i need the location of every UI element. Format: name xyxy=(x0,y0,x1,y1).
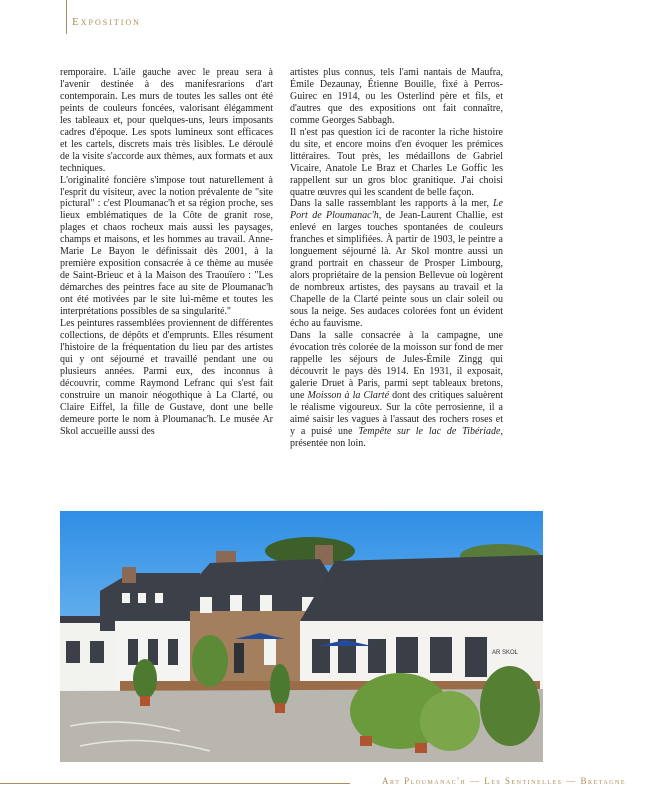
left-paragraph-1: remporaire. L'aile gauche avec le preau sera à l'avenir destinée à des manifesrarions d'art contemporain. Les murs de toutes les salles ont été peints de couleurs foncées, valorisant élégamment les tableaux et, pour quelques-uns, leurs imposants cadres d'époque. Les spots lumineux sont efficaces et les cartels, discrets mais très lisibles. Le déroulé de la visite s'accorde aux thèmes, aux formats et aux techniques. xyxy=(60,67,273,174)
right-paragraph-1: artistes plus connus, tels l'ami nantais de Maufra, Émile Dezaunay, Étienne Bouille, fixé à Perros-Guirec en 1914, ou les Osterlind père et fils, et d'autres que des expositions ont fait connaître, comme Georges Sabbagh. xyxy=(290,67,503,126)
right-paragraph-4: Dans la salle consacrée à la campagne, une évocation très colorée de la moisson sur fond de mer rappelle les séjours de Jules-Émile Zingg qui découvrit le pays dès 1914. En 1931, il exposait, galerie Druet à Paris, parmi sept tableaux bretons, une Moisson à la Clarté dont des critiques saluèrent le réalisme vigoureux. Sur la côte perrosienne, il a aimé saisir les vagues à l'assaut des rochers roses et y a puisé une Tempête sur le lac de Tibériade, présentée non loin. xyxy=(290,329,503,449)
footer-running-title: Art Ploumanac'h — Les Sentinelles — Bretagne xyxy=(382,776,626,786)
section-title: Exposition xyxy=(72,16,141,28)
left-paragraph-2: L'originalité foncière s'impose tout naturellement à l'esprit du visiteur, avec la notion prévalente de "site pictural" : c'est Ploumanac'h et sa région proche, ses lieux emblématiques de la Côte de granit rose, plages et chaos rocheux mais aussi les paysages, champs et maisons, et les hommes au travail. Anne-Marie Le Bayon le définissait dès 2001, à la première exposition consacrée à ce thème au musée de Saint-Brieuc et à la Maison des Traouïero : "Les démarches des peintres face au site de Ploumanac'h ont été motivées par le site lui-même et toutes les interprétations possibles de sa singularité." xyxy=(60,174,273,318)
artwork-title-tempete: Tempête sur le lac de Tibériade xyxy=(358,425,501,437)
artwork-title-moisson: Moisson à la Clarté xyxy=(307,389,390,401)
left-column xyxy=(60,67,273,438)
right-column xyxy=(290,67,503,450)
artwork-title-port: Le Port de Ploumanac'h xyxy=(290,198,503,222)
footer-rule xyxy=(0,783,350,784)
museum-photo xyxy=(60,511,543,762)
museum-sign: AR SKOL xyxy=(492,650,519,656)
right-paragraph-2: Il n'est pas question ici de raconter la riche histoire du site, et encore moins d'en évoquer les prémices littéraires. Tout près, les médaillons de Gabriel Vicaire, Anatole Le Braz et Charles Le Goffic les rappellent sur un gros bloc granitique. J'ai choisi quatre œuvres qui les scandent de belle façon. xyxy=(290,126,503,198)
left-paragraph-3: Les peintures rassemblées proviennent de différentes collections, de dépôts et d'emprunts. Elles résument l'histoire de la fréquentation du lieu par des artistes qui y ont séjourné et travaillé pendant une ou plusieurs années. Parmi eux, des inconnus à découvrir, comme Raymond Lefranc qui s'est fait construire un manoir néogothique à La Clarté, ou Claire Eiffel, la fille de Gustave, dont une belle demeure porte le nom à Ploumanac'h. Le musée Ar Skol accueille aussi des xyxy=(60,318,273,437)
section-rule xyxy=(66,0,67,34)
museum-building-illustration xyxy=(60,511,543,762)
right-paragraph-3: Dans la salle rassemblant les rapports à la mer, Le Port de Ploumanac'h, de Jean-Laurent Challie, est enlevé en larges touches spontanées de couleurs franches et simplifiées. À partir de 1903, le peintre a longuement séjourné là. Ar Skol montre aussi un grand portrait en chasseur de Prosper Limbourg, alors propriétaire de la pension Bellevue où logèrent de nombreux artistes, des paysans au travail et la Chapelle de la Clarté peinte sous un clair soleil ou sous la neige. Ses audaces colorées font un évident écho au fauvisme. xyxy=(290,198,504,330)
